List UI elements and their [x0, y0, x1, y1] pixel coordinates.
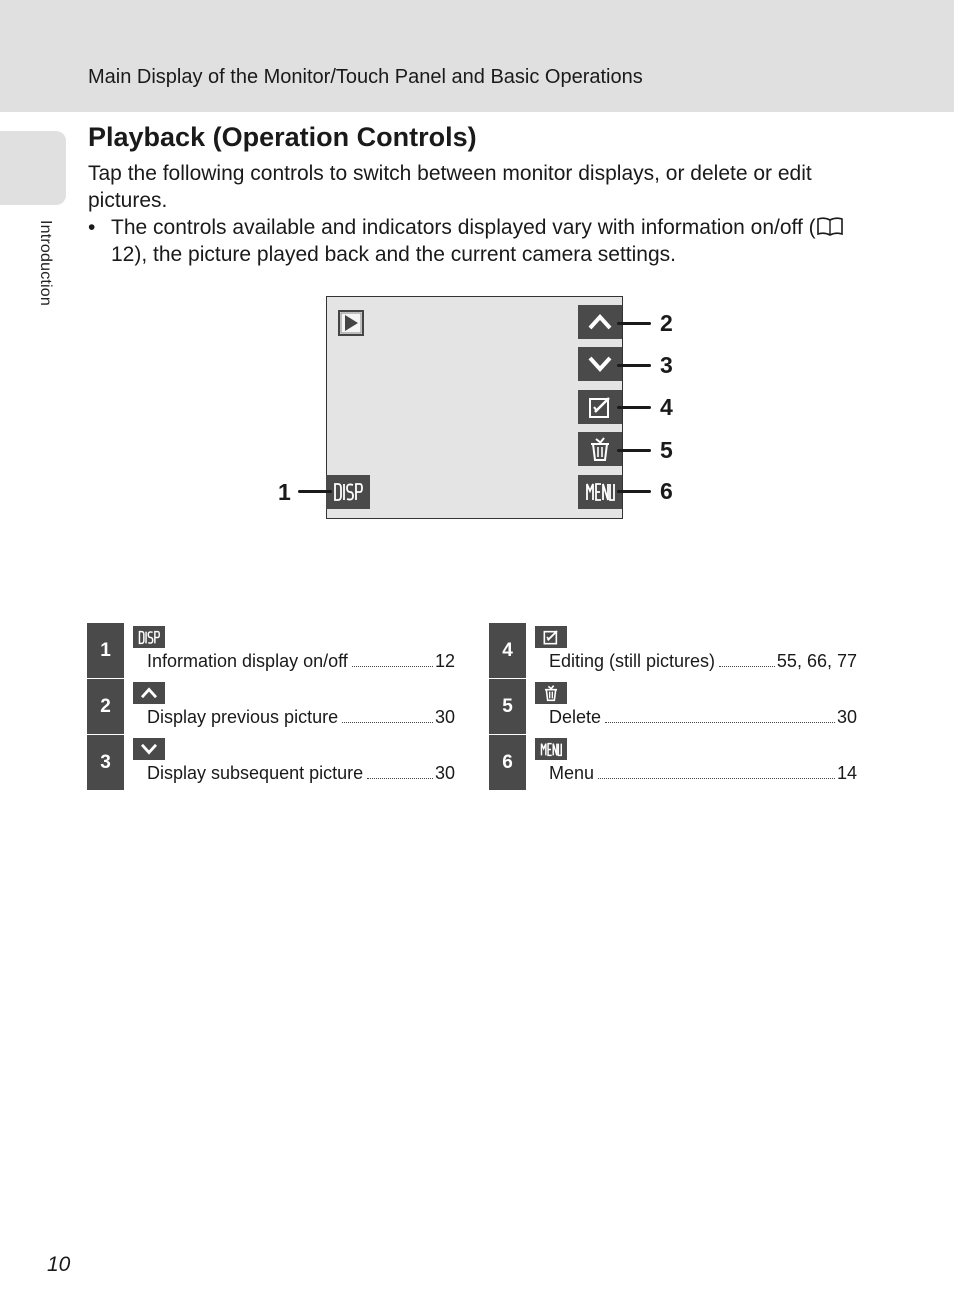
legend-number: 6	[489, 735, 526, 790]
callout-line-4	[617, 406, 651, 409]
legend-label: Information display on/off	[147, 651, 348, 671]
legend-column-left	[87, 623, 455, 791]
edit-icon	[535, 626, 567, 648]
legend-text	[549, 651, 857, 672]
legend-text	[147, 763, 455, 784]
bullet-dot: •	[88, 216, 96, 239]
legend-page: 30	[434, 707, 455, 727]
menu-icon	[585, 482, 615, 502]
dot-leader	[719, 665, 775, 667]
legend-row	[489, 623, 857, 679]
up-arrow-button[interactable]	[578, 305, 622, 339]
legend-label: Menu	[549, 763, 595, 783]
legend-row	[489, 679, 857, 735]
legend-text	[549, 763, 857, 784]
legend-column-right	[489, 623, 857, 791]
down-arrow-button[interactable]	[578, 347, 622, 381]
disp-icon	[333, 482, 363, 502]
callout-number-2: 2	[660, 310, 673, 336]
callout-number-5: 5	[660, 437, 673, 463]
down-arrow-icon	[587, 354, 613, 374]
up-arrow-icon	[587, 312, 613, 332]
side-tab-label: Introduction	[37, 220, 54, 307]
legend-text	[147, 707, 455, 728]
callout-line-2	[617, 322, 651, 325]
legend-page: 30	[434, 763, 455, 783]
legend-number: 5	[489, 679, 526, 734]
legend-text	[549, 707, 857, 728]
legend-page: 14	[836, 763, 857, 783]
legend-label: Editing (still pictures)	[549, 651, 716, 671]
legend-number: 1	[87, 623, 124, 678]
legend-label: Display previous picture	[147, 707, 339, 727]
header-band	[0, 0, 954, 112]
disp-button[interactable]	[326, 475, 370, 509]
down-arrow-icon	[133, 738, 165, 760]
bullet-text	[111, 214, 871, 268]
legend-row	[489, 735, 857, 791]
book-reference-icon	[816, 217, 844, 236]
intro-paragraph: Tap the following controls to switch between monitor displays, or delete or edit pictures.	[88, 162, 812, 212]
dot-leader	[342, 721, 433, 723]
disp-icon	[133, 626, 165, 648]
delete-button[interactable]	[578, 432, 622, 466]
bullet-prefix: The controls available and indicators displayed vary with information on/off (	[111, 216, 816, 239]
legend-row	[87, 679, 455, 735]
dot-leader	[352, 665, 433, 667]
legend-row	[87, 623, 455, 679]
legend-page: 30	[836, 707, 857, 727]
legend-label: Delete	[549, 707, 602, 727]
page-title: Playback (Operation Controls)	[88, 122, 477, 152]
bullet-page-ref: 12	[111, 243, 135, 266]
legend-row	[87, 735, 455, 791]
edit-button[interactable]	[578, 390, 622, 424]
legend-number: 2	[87, 679, 124, 734]
edit-icon	[588, 395, 612, 419]
callout-number-3: 3	[660, 352, 673, 378]
menu-icon	[535, 738, 567, 760]
dot-leader	[598, 777, 835, 779]
callout-number-6: 6	[660, 478, 673, 504]
callout-line-6	[617, 490, 651, 493]
dot-leader	[367, 777, 433, 779]
dot-leader	[605, 721, 835, 723]
bullet-suffix: ), the picture played back and the current camera settings.	[134, 243, 676, 266]
callout-line-5	[617, 449, 651, 452]
legend-number: 4	[489, 623, 526, 678]
callout-number-1: 1	[278, 479, 291, 505]
menu-button[interactable]	[578, 475, 622, 509]
legend-text	[147, 651, 455, 672]
legend-page: 55, 66, 77	[776, 651, 857, 671]
callout-line-3	[617, 364, 651, 367]
up-arrow-icon	[133, 682, 165, 704]
playback-mode-icon	[338, 310, 364, 336]
legend-number: 3	[87, 735, 124, 790]
callout-number-4: 4	[660, 394, 673, 420]
running-title: Main Display of the Monitor/Touch Panel and Basic Operations	[88, 66, 643, 88]
trash-icon	[535, 682, 567, 704]
trash-icon	[588, 436, 612, 462]
legend-page: 12	[434, 651, 455, 671]
callout-line-1	[298, 490, 332, 493]
page-number: 10	[47, 1253, 71, 1276]
side-tab	[0, 131, 66, 205]
legend-label: Display subsequent picture	[147, 763, 364, 783]
